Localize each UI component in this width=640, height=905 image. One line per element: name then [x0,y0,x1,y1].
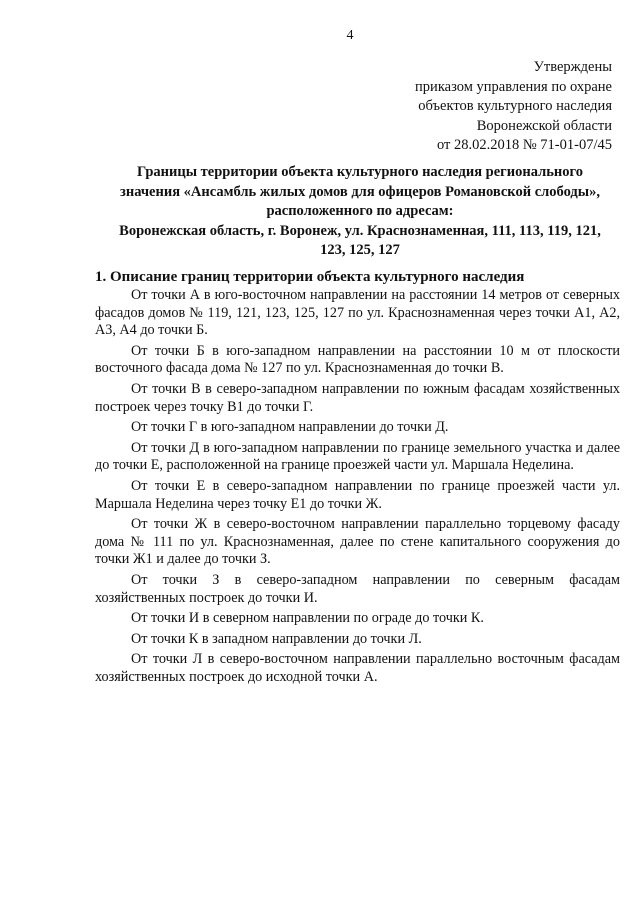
boundary-paragraph: От точки Ж в северо-восточном направлении параллельно торцевому фасаду дома № 111 по ул. Краснознаменная, далее по стене капитального сооружения до точки Ж1 и далее до точки З. [95,516,620,568]
boundary-description-section [95,268,620,689]
boundary-paragraph: От точки З в северо-западном направлении по северным фасадам хозяйственных построек до точки И. [95,571,620,606]
title-line: Воронежская область, г. Воронеж, ул. Краснознаменная, 111, 113, 119, 121, [119,222,601,239]
title-line: 123, 125, 127 [320,242,400,258]
document-title [90,163,630,261]
boundary-paragraph: От точки Е в северо-западном направлении по границе проезжей части ул. Маршала Неделина через точку Е1 до точки Ж. [95,477,620,512]
boundary-paragraph: От точки Г в юго-западном направлении до точки Д. [131,419,449,436]
title-line: значения «Ансамбль жилых домов для офицеров Романовской слободы», [120,183,600,200]
approval-line: объектов культурного наследия [418,98,612,114]
boundary-paragraph: От точки И в северном направлении по ограде до точки К. [131,610,484,627]
title-line: Границы территории объекта культурного наследия регионального [137,164,583,180]
boundary-paragraph: От точки К в западном направлении до точки Л. [131,630,422,647]
approval-line: от 28.02.2018 № 71-01-07/45 [436,137,612,153]
boundary-paragraph: От точки Б в юго-западном направлении на расстоянии 10 м от плоскости восточного фасада дома № 127 по ул. Краснознаменная до точки В. [95,342,620,377]
boundary-paragraph: От точки А в юго-восточном направлении на расстоянии 14 метров от северных фасадов домов № 119, 121, 123, 125, 127 по ул. Краснознаменная через точки А1, А2, А3, А4 до точки Б. [95,287,620,339]
approval-block [332,58,612,156]
section-heading: 1. Описание границ территории объекта культурного наследия [95,269,525,285]
boundary-paragraph: От точки Л в северо-восточном направлении параллельно восточным фасадам хозяйственных построек до исходной точки А. [95,651,620,685]
approval-line: приказом управления по охране [415,78,612,95]
boundary-paragraph: От точки Д в юго-западном направлении по границе земельного участка и далее до точки Е, расположенной на границе проезжей части ул. Маршала Неделина. [95,439,620,474]
boundary-paragraph: От точки В в северо-западном направлении по южным фасадам хозяйственных построек через точку В1 до точки Г. [95,380,620,415]
approval-line: Утверждены [533,59,612,75]
page-number: 4 [346,28,354,43]
title-line: расположенного по адресам: [266,203,454,219]
approval-line: Воронежской области [476,117,612,134]
